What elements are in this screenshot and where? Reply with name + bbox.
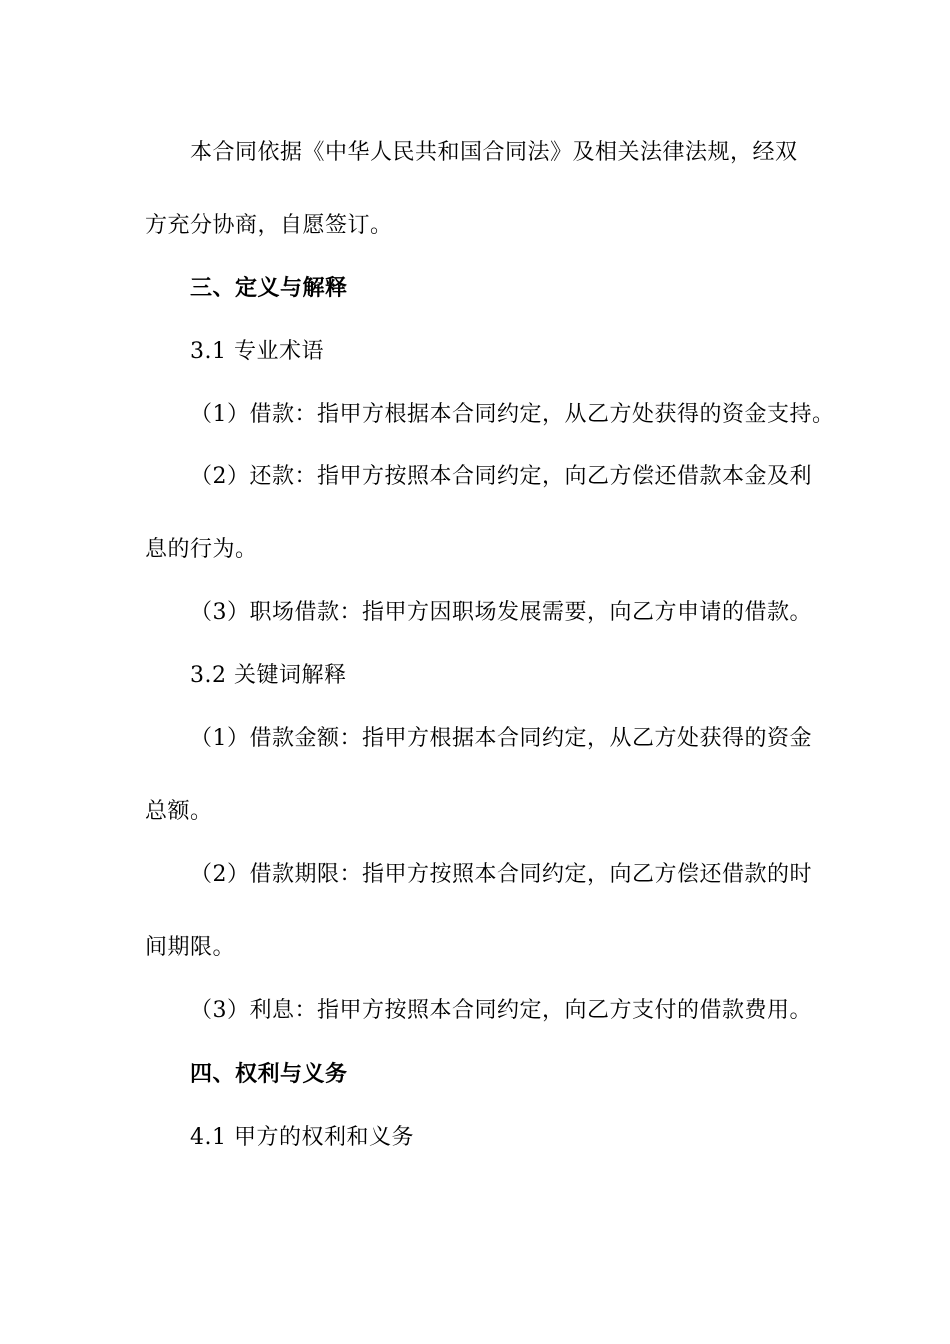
paragraph-line: 本合同依据《中华人民共和国合同法》及相关法律法规，经双 (190, 140, 798, 165)
paragraph-line: 息的行为。 (145, 537, 258, 562)
paragraph-line: 方充分协商，自愿签订。 (145, 213, 393, 238)
section-heading: 三、定义与解释 (190, 275, 348, 301)
subsection-heading: 3.2 关键词解释 (190, 663, 347, 688)
definition-item: （3）利息：指甲方按照本合同约定，向乙方支付的借款费用。 (190, 998, 812, 1023)
paragraph-line: 间期限。 (145, 935, 236, 960)
definition-item: （1）借款金额：指甲方根据本合同约定，从乙方处获得的资金 (190, 726, 812, 751)
definition-item: （1）借款：指甲方根据本合同约定，从乙方处获得的资金支持。 (190, 402, 835, 427)
subsection-heading: 3.1 专业术语 (190, 339, 324, 364)
subsection-heading: 4.1 甲方的权利和义务 (190, 1125, 414, 1150)
definition-item: （3）职场借款：指甲方因职场发展需要，向乙方申请的借款。 (190, 600, 812, 625)
definition-item: （2）还款：指甲方按照本合同约定，向乙方偿还借款本金及利 (190, 464, 812, 489)
paragraph-line: 总额。 (145, 799, 213, 824)
definition-item: （2）借款期限：指甲方按照本合同约定，向乙方偿还借款的时 (190, 862, 812, 887)
section-heading: 四、权利与义务 (190, 1061, 348, 1087)
